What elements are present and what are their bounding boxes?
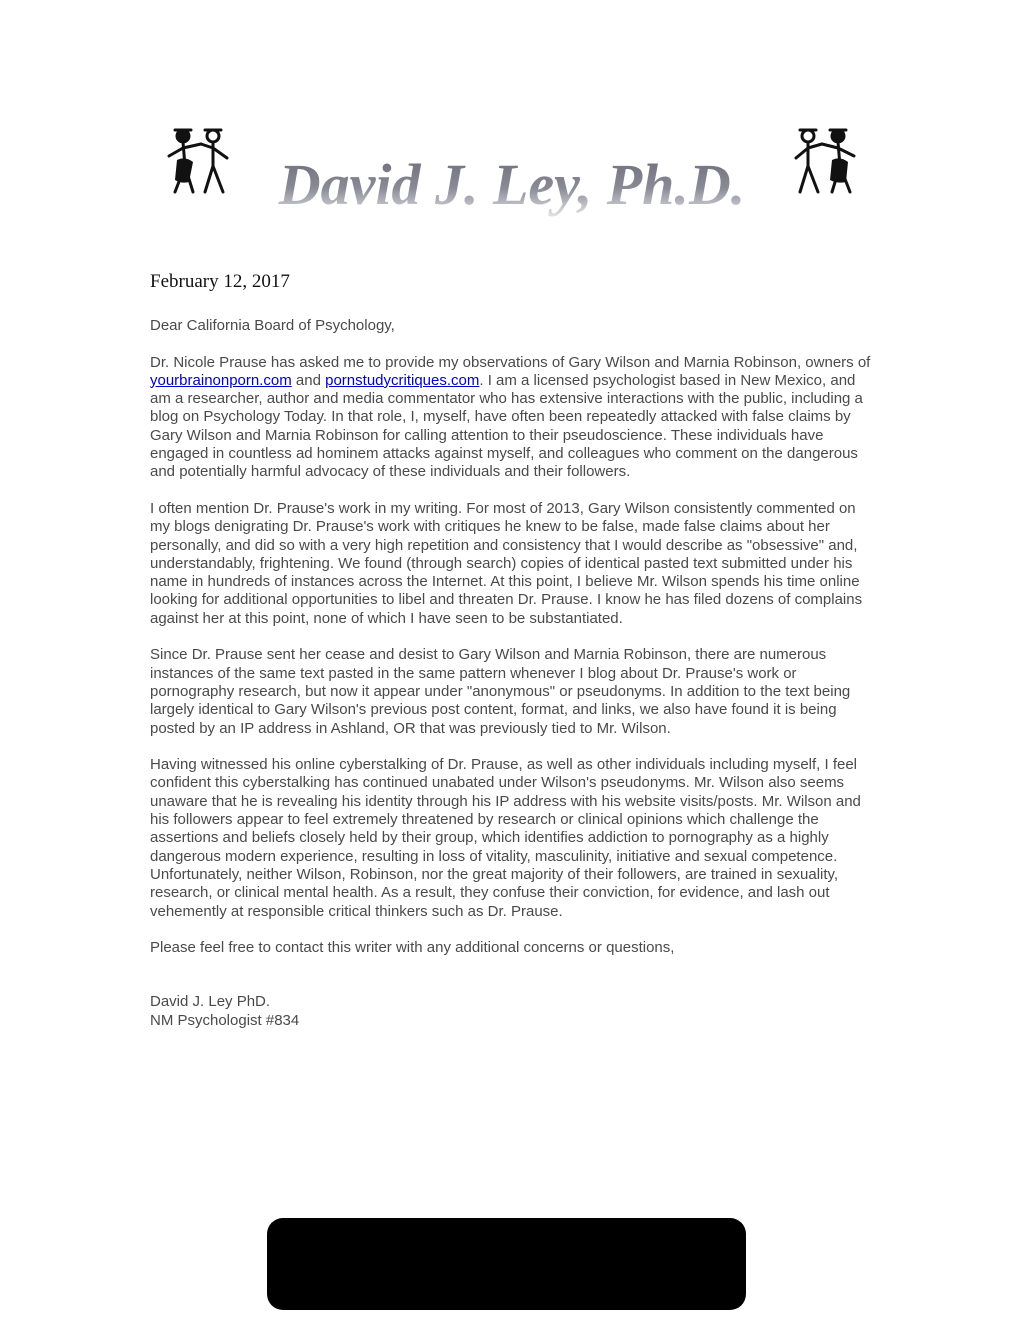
link-yourbrainonporn[interactable]: yourbrainonporn.com bbox=[150, 371, 292, 389]
salutation: Dear California Board of Psychology, bbox=[150, 317, 395, 334]
paragraph-cease-and-desist: Since Dr. Prause sent her cease and desist to Gary Wilson and Marnia Robinson, there are numerous instances of the same text pasted in the same pattern whenever I blog about Dr. Prause's work or pornography research, but now it appear under "anonymous" or pseudonyms. In addition to the text being largely identical to Gary Wilson's previous post content, format, and links, we also have found it is being posted by an IP address in Ashland, OR that was previously tied to Mr. Wilson. bbox=[150, 646, 851, 737]
letterhead bbox=[0, 120, 1024, 230]
letter-date: February 12, 2017 bbox=[150, 271, 290, 292]
dancing-couple-icon bbox=[163, 126, 239, 198]
paragraph-text: and bbox=[291, 371, 326, 389]
svg-text:David J. Ley, Ph.D.: David J. Ley, Ph.D. bbox=[278, 152, 746, 217]
dancing-couple-icon bbox=[786, 126, 862, 198]
closing-line: Please feel free to contact this writer with any additional concerns or questions, bbox=[150, 939, 675, 957]
paragraph-text: . I am a licensed psychologist based in New Mexico, and am a researcher, author and media commentator who has extensive interactions with the public, including a blog on Psychology Today. In that role, I, myself, have often been repeatedly attacked with false claims by Gary Wilson and Marnia Robinson for calling attention to their pseudoscience. These individuals have engaged in countless ad hominem attacks against myself, and colleagues who comment on the dangerous and potentially harmful advocacy of these individuals and their followers. bbox=[150, 371, 863, 481]
redaction-box bbox=[267, 1218, 746, 1310]
signature-name: David J. Ley PhD. bbox=[150, 993, 271, 1011]
paragraph-introduction bbox=[150, 354, 878, 482]
letter-body bbox=[150, 317, 878, 1030]
signature-license: NM Psychologist #834 bbox=[150, 1011, 300, 1029]
link-pornstudycritiques[interactable]: pornstudycritiques.com bbox=[325, 371, 480, 389]
signature-block bbox=[150, 993, 878, 1030]
letterhead-title-logo bbox=[262, 146, 762, 226]
paragraph-cyberstalking: Having witnessed his online cyberstalking of Dr. Prause, as well as other individuals including myself, I feel confident this cyberstalking has continued unabated under Wilson's pseudonyms. Mr. Wilson also seems unaware that he is revealing his identity through his IP address with his website visits/posts. Mr. Wilson and his followers appear to feel extremely threatened by research or clinical opinions which challenge the assertions and beliefs closely held by their group, which identifies addiction to pornography as a highly dangerous modern experience, resulting in loss of vitality, masculinity, initiative and sexual competence. Unfortunately, neither Wilson, Robinson, nor the great majority of their followers, are trained in sexuality, research, or clinical mental health. As a result, they confuse their conviction, for evidence, and lash out vehemently at responsible critical thinkers such as Dr. Prause. bbox=[150, 756, 861, 920]
paragraph-writing-history: I often mention Dr. Prause's work in my writing. For most of 2013, Gary Wilson consistently commented on my blogs denigrating Dr. Prause's work with critiques he knew to be false, made false claims about her personally, and did so with a very high repetition and consistency that I would describe as "obsessive" and, understandably, frightening. We found (through search) copies of identical pasted text submitted under his name in hundreds of instances across the Internet. At this point, I believe Mr. Wilson spends his time online looking for additional opportunities to libel and threaten Dr. Prause. I know he has filed dozens of complains against her at this point, none of which I have seen to be substantiated. bbox=[150, 499, 863, 627]
paragraph-text: Dr. Nicole Prause has asked me to provide my observations of Gary Wilson and Marnia Robinson, owners of bbox=[150, 353, 871, 371]
